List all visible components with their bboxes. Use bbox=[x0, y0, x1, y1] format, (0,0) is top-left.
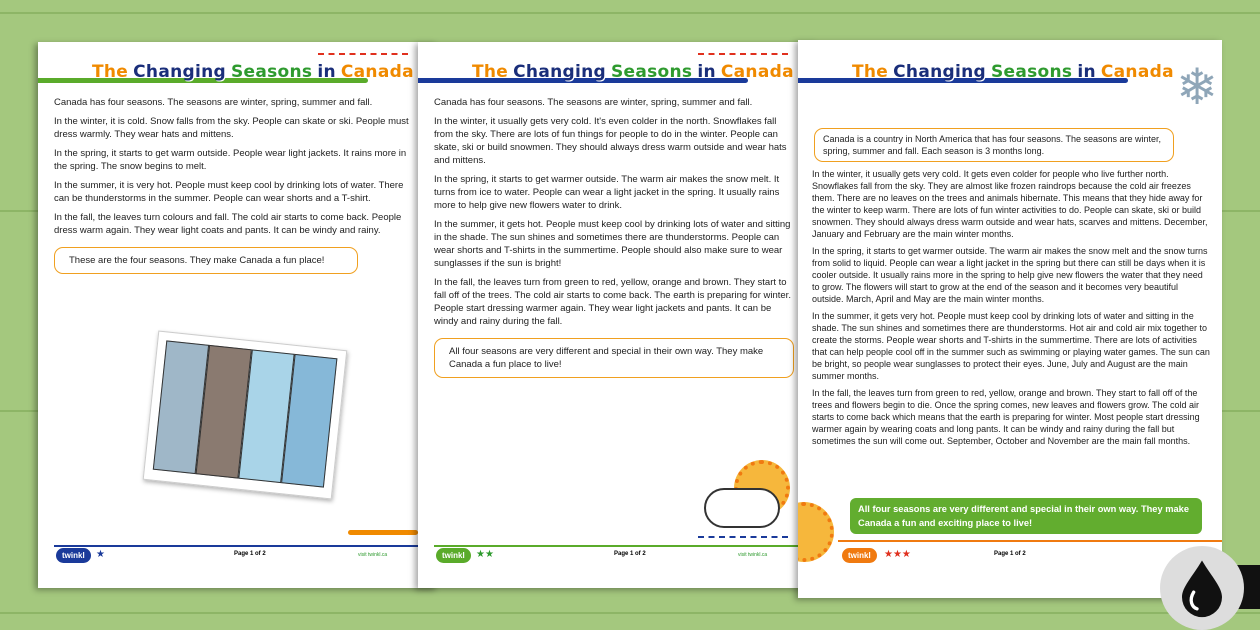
seasons-illustration bbox=[143, 330, 348, 499]
page-body bbox=[434, 96, 794, 378]
title-word: Seasons bbox=[230, 62, 313, 82]
paragraph: In the spring, it starts to get warmer outside. The warm air makes the snow melt and the snow turns from solid to liquid. People can wear a light jacket in the spring but there can still be days when it is cooler outside. It usually rains more in the spring to help give new flowers the water that they need to grow. The flowers will start to grow at the end of the season and it becomes very beautiful outside. March, April and May are the main winter months. bbox=[812, 246, 1208, 304]
worksheet-page-2 bbox=[418, 42, 818, 588]
decorative-dash bbox=[318, 53, 408, 55]
title-word: Canada bbox=[1100, 62, 1174, 82]
paragraph: In the spring, it starts to get warm outside. People wear light jackets. It rains more in the spring. The snow begins to melt. bbox=[54, 148, 407, 172]
visit-link: visit twinkl.ca bbox=[358, 552, 388, 558]
title-word: The bbox=[472, 62, 509, 82]
paragraph: In the fall, the leaves turn from green to red, yellow, orange and brown. They start to fall off of the trees. The cold air starts to come back. The earth is preparing for winter. People start dressing warmer again. They wear light jackets and pants. It can be windy and rainy during the fall. bbox=[434, 277, 791, 327]
paragraph: In the winter, it usually gets very cold. It's even colder in the north. Snowflakes fall from the sky. There are lots of fun things for people to do in the winter. People can skate, ski or build snowmen. They should always dress warm outside and wear hats and mittens. bbox=[434, 116, 787, 166]
paragraph: In the summer, it gets very hot. People must keep cool by drinking lots of water and sitting in the shade. The sun shines and sometimes there are thunderstorms. Hot air and cold air mix together to create the storms. People wear shorts and T-shirts in the summertime. There are lots of activities that can help people cool off in the summer such as swimming or playing water games. The sun can be bright, so people wear sunglasses to protect their eyes. June, July and August are the main summer months. bbox=[812, 311, 1210, 381]
decorative-bar bbox=[348, 530, 418, 535]
title-word: The bbox=[852, 62, 889, 82]
decorative-dash bbox=[698, 536, 788, 538]
paragraph: In the fall, the leaves turn colours and fall. The cold air starts to come back. People dress warm again. They wear light coats and pants. It can be windy and rainy. bbox=[54, 212, 402, 236]
page-body bbox=[812, 168, 1212, 452]
title-word: in bbox=[317, 62, 336, 82]
paragraph: Canada has four seasons. The seasons are winter, spring, summer and fall. bbox=[54, 97, 373, 108]
title-word: in bbox=[697, 62, 716, 82]
decorative-dash bbox=[698, 53, 788, 55]
title-word: Canada bbox=[720, 62, 794, 82]
footer-line bbox=[54, 545, 438, 547]
paragraph: In the fall, the leaves turn from green to red, yellow, orange and brown. They start to fall off of the trees and flowers begin to die. Once the spring comes, new leaves and flowers grow. The cold air starts to come back which means that the earth is preparing for winter. Most people start dressing warmer again by wearing coats and long pants. It can be windy and rainy during the fall but sometimes the sun will come out. September, October and November are the main fall months. bbox=[812, 388, 1200, 446]
twinkl-logo: twinkl bbox=[436, 548, 471, 563]
visit-link: visit twinkl.ca bbox=[738, 552, 768, 558]
worksheet-page-1 bbox=[38, 42, 438, 588]
difficulty-stars: ★★ bbox=[476, 549, 494, 560]
title-word: Changing bbox=[513, 62, 606, 82]
page-body bbox=[54, 96, 414, 274]
ink-drop-icon bbox=[1177, 558, 1227, 618]
paragraph: In the winter, it is cold. Snow falls from the sky. People can skate or ski. People must dress warmly. They wear hats and mittens. bbox=[54, 116, 409, 140]
title-word: Changing bbox=[133, 62, 226, 82]
title-word: in bbox=[1077, 62, 1096, 82]
title-word: Canada bbox=[340, 62, 414, 82]
twinkl-logo: twinkl bbox=[56, 548, 91, 563]
title-word: Seasons bbox=[990, 62, 1073, 82]
closing-box: These are the four seasons. They make Canada a fun place! bbox=[54, 247, 358, 274]
ink-saver-badge[interactable] bbox=[1160, 546, 1244, 630]
paragraph: In the summer, it gets hot. People must keep cool by drinking lots of water and sitting in the shade. The sun shines and sometimes there are thunderstorms. People can wear shorts and T-shirts in the summertime. People should also make sure to wear sunglasses if the sun is bright! bbox=[434, 219, 791, 269]
twinkl-logo: twinkl bbox=[842, 548, 877, 563]
snowflake-icon: ❄ bbox=[1176, 59, 1218, 115]
page-title bbox=[852, 62, 1179, 82]
page-title bbox=[92, 62, 419, 82]
page-number: Page 1 of 2 bbox=[614, 551, 646, 557]
closing-box: All four seasons are very different and special in their own way. They make Canada a fun place to live! bbox=[434, 338, 794, 378]
page-number: Page 1 of 2 bbox=[234, 551, 266, 557]
page-number: Page 1 of 2 bbox=[994, 551, 1026, 557]
footer-line bbox=[434, 545, 818, 547]
title-word: Seasons bbox=[610, 62, 693, 82]
page-title bbox=[472, 62, 799, 82]
paragraph: In the spring, it starts to get warmer outside. The warm air makes the snow melt. It turns from ice to water. People can wear a light jacket in the spring. It usually rains more to help give new flowers water to drink. bbox=[434, 174, 780, 211]
intro-box: Canada is a country in North America that has four seasons. The seasons are winter, spring, summer and fall. Each season is 3 months long. bbox=[814, 128, 1174, 162]
worksheet-page-3 bbox=[798, 40, 1222, 598]
closing-box: All four seasons are very different and special in their own way. They make Canada a fun and exciting place to live! bbox=[850, 498, 1202, 534]
difficulty-stars: ★ bbox=[96, 549, 105, 560]
paragraph: In the summer, it is very hot. People must keep cool by drinking lots of water. There can be thunderstorms in the summer. People can wear shorts and a T-shirt. bbox=[54, 180, 404, 204]
difficulty-stars: ★★★ bbox=[884, 549, 911, 560]
paragraph: In the winter, it usually gets very cold. It gets even colder for people who live further north. Snowflakes fall from the sky. They are almost like frozen raindrops because the cold air freezes them. There are no leaves on the trees and animals hibernate. This means that they hide away for the winter to keep warm. There are lots of fun winter activities to do. People can skate, ski or build snowmen. They should always dress warm outside and wear hats, scarves and mittens. December, January and February are the main winter months. bbox=[812, 169, 1208, 239]
cloud-icon bbox=[704, 488, 780, 528]
paragraph: Canada has four seasons. The seasons are winter, spring, summer and fall. bbox=[434, 97, 753, 108]
footer-line bbox=[838, 540, 1222, 542]
sun-icon bbox=[798, 502, 834, 562]
title-word: The bbox=[92, 62, 129, 82]
title-word: Changing bbox=[893, 62, 986, 82]
